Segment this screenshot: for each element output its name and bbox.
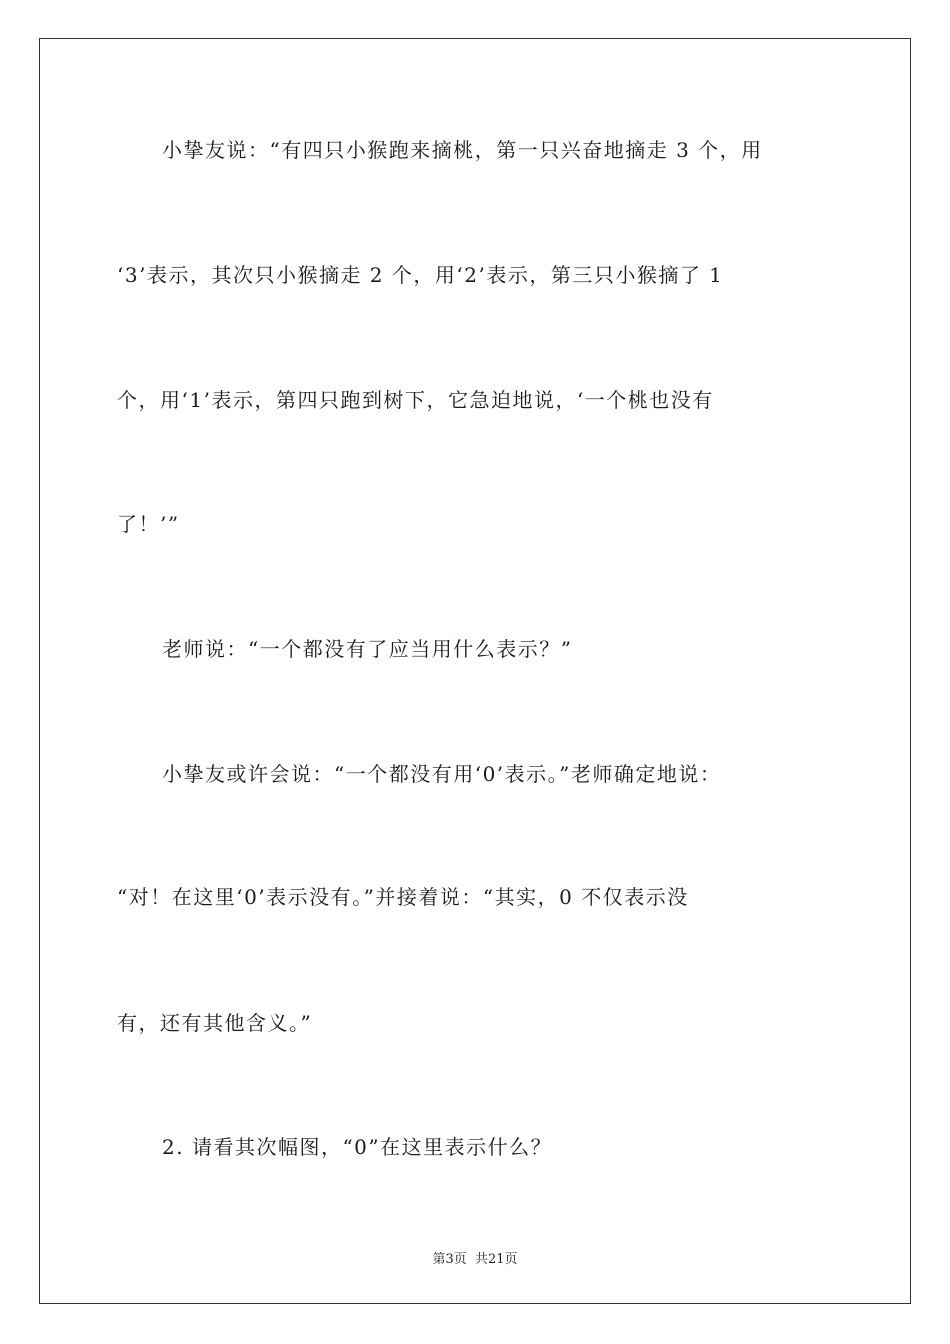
page-border [39,38,911,1304]
paragraph-line-7: “对！在这里‘0’表示没有。”并接着说：“其实，0 不仅表示没 [117,885,689,909]
page-footer [0,1248,950,1267]
paragraph-line-6: 小挚友或许会说：“一个都没有用‘0’表示。”老师确定地说： [162,762,722,786]
paragraph-line-1: 小挚友说：“有四只小猴跑来摘桃，第一只兴奋地摘走 3 个，用 [162,138,763,162]
paragraph-line-3: 个，用‘1’表示，第四只跑到树下，它急迫地说，‘一个桃也没有 [117,388,714,412]
total-pages: 共21页 [474,1252,518,1267]
paragraph-line-8: 有，还有其他含义。” [117,1011,313,1035]
paragraph-line-2: ‘3’表示，其次只小猴摘走 2 个，用‘2’表示，第三只小猴摘了 1 [117,263,724,287]
page-number: 第3页 [432,1252,467,1267]
paragraph-line-4: 了！’” [117,512,180,536]
paragraph-line-9: 2. 请看其次幅图，“0”在这里表示什么？ [162,1135,553,1159]
paragraph-line-5: 老师说：“一个都没有了应当用什么表示？” [162,637,573,661]
